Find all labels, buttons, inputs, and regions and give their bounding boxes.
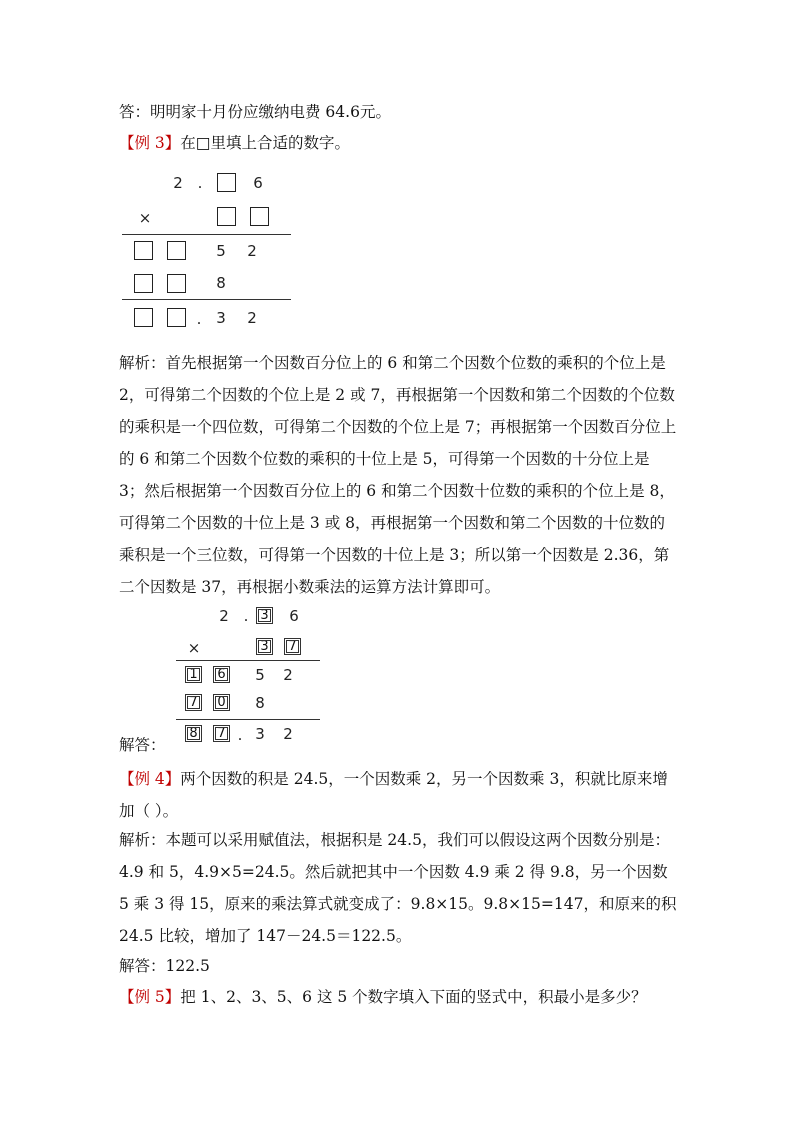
filled-box: 7: [185, 694, 202, 711]
digit: 5: [216, 242, 226, 260]
example-4-question: [119, 763, 679, 827]
blank-box: [250, 207, 269, 226]
decimal-point: .: [197, 174, 203, 192]
digit: 6: [253, 174, 263, 192]
filled-box: 3: [256, 638, 273, 655]
previous-answer: 答：明明家十月份应缴纳电费 64.6元。: [119, 103, 391, 121]
blank-box: [217, 173, 236, 192]
example-4-tag: 【例 4】: [119, 770, 181, 788]
digit: 8: [255, 694, 265, 712]
blank-box: [167, 241, 186, 260]
decimal-point: .: [243, 607, 249, 625]
blank-box: [134, 308, 153, 327]
example-4-prompt: 两个因数的积是 24.5，一个因数乘 2，另一个因数乘 3，积就比原来增加（ ）。: [119, 770, 668, 820]
blank-box: [134, 274, 153, 293]
blank-box: [167, 274, 186, 293]
digit: 2: [247, 309, 257, 327]
filled-box: 0: [213, 694, 230, 711]
digit: 2: [283, 725, 293, 743]
example-5-question: [119, 981, 679, 1013]
calc-line: [176, 660, 320, 661]
digit: 8: [216, 274, 226, 292]
blank-box: [217, 207, 236, 226]
multiply-sign: ×: [187, 639, 201, 657]
digit: 2: [283, 666, 293, 684]
filled-box: 8: [185, 725, 202, 742]
example-3-tag: 【例 3】: [119, 134, 181, 152]
digit: 3: [255, 725, 265, 743]
decimal-point: .: [196, 310, 202, 328]
digit: 2: [173, 174, 183, 192]
filled-box: 1: [185, 666, 202, 683]
calc-line: [176, 719, 320, 720]
digit: 2: [247, 242, 257, 260]
example-4-answer: 解答：122.5: [119, 957, 210, 975]
digit: 3: [216, 309, 226, 327]
multiply-sign: ×: [138, 209, 152, 227]
decimal-point: .: [237, 726, 243, 744]
example-3-heading: [119, 127, 679, 159]
digit: 2: [219, 607, 229, 625]
digit: 6: [289, 607, 299, 625]
filled-box: 7: [213, 725, 230, 742]
filled-box: 6: [213, 666, 230, 683]
filled-box: 3: [256, 607, 273, 624]
example-3-answer-label: 解答：: [119, 736, 166, 754]
digit: 5: [255, 666, 265, 684]
example-5-tag: 【例 5】: [119, 988, 181, 1006]
calc-line: [122, 234, 291, 235]
example-3-analysis: 解析：首先根据第一个因数百分位上的 6 和第二个因数个位数的乘积的个位上是 2，可得第二个因数的个位上是 2 或 7，再根据第一个因数和第二个因数的个位数的乘积是一个四位数，可得第二个因数的个位上是 7；再根据第一个因数百分位上的 6 和第二个因数个位数的乘积的十位上是 5，可得第一个因数的十分位上是 3；然后根据第一个因数百分位上的 6 和第二个因数十位数的乘积的个位上是 8，可得第二个因数的十位上是 3 或 8，再根据第一个因数和第二个因数的十位数的乘积是一个三位数，可得第一个因数的十位上是 3；所以第一个因数是 2.36，第二个因数是 37，再根据小数乘法的运算方法计算即可。: [119, 354, 677, 596]
example-4-analysis: 解析：本题可以采用赋值法，根据积是 24.5，我们可以假设这两个因数分别是：4.9 和 5，4.9×5=24.5。然后就把其中一个因数 4.9 乘 2 得 9.8，另一个因数 5 乘 3 得 15，原来的乘法算式就变成了：9.8×15。9.8×15=147，和原来的积 24.5 比较，增加了 147－24.5＝122.5。: [119, 831, 677, 945]
calc-line: [122, 299, 291, 300]
filled-box: 7: [284, 638, 301, 655]
example-5-prompt: 把 1、2、3、5、6 这 5 个数字填入下面的竖式中，积最小是多少？: [180, 988, 647, 1006]
example-3-prompt: 在□里填上合适的数字。: [180, 134, 350, 152]
blank-box: [167, 308, 186, 327]
blank-box: [134, 241, 153, 260]
